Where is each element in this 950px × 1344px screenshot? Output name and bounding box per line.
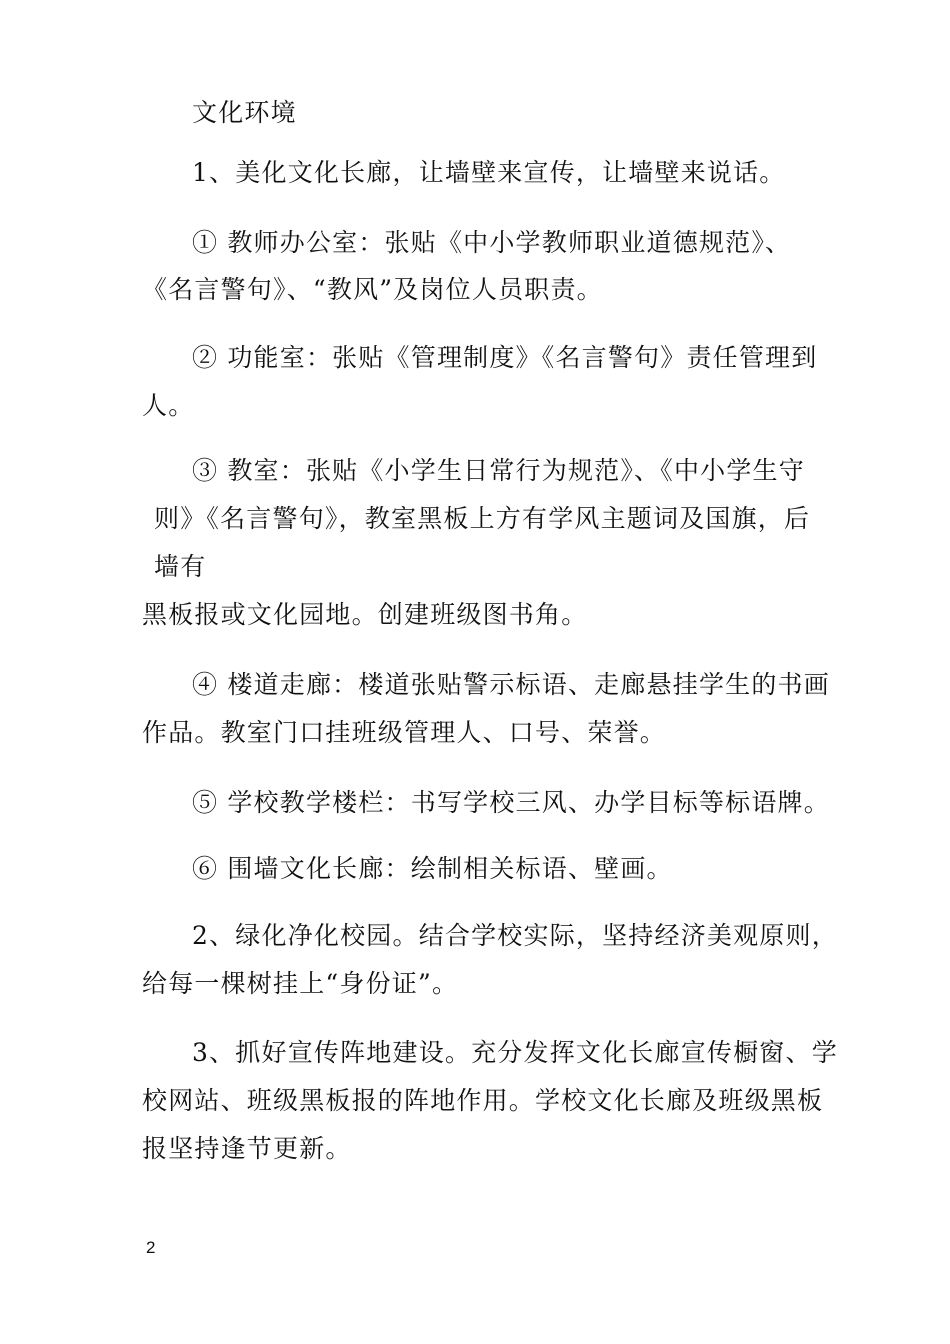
paragraph-line: 《名言警句》、“教风”及岗位人员职责。 [142,275,603,304]
paragraph-line: 人。 [142,391,195,420]
paragraph-line: 1、美化文化长廊，让墙壁来宣传，让墙壁来说话。 [192,158,786,187]
paragraph-line: ⑥ 围墙文化长廊：绘制相关标语、壁画。 [192,854,673,883]
paragraph-line: ④ 楼道走廊：楼道张贴警示标语、走廊悬挂学生的书画 [192,670,830,699]
paragraph-line: ① 教师办公室：张贴《中小学教师职业道德规范》、 [192,228,792,257]
paragraph-line: ③ 教室：张贴《小学生日常行为规范》、《中小学生守 [192,456,805,485]
paragraph-line: 给每一棵树挂上“身份证”。 [142,969,459,998]
paragraph-line: 则》《名言警句》，教室黑板上方有学风主题词及国旗，后 [154,504,811,533]
paragraph-line: 2、绿化净化校园。结合学校实际，坚持经济美观原则， [192,921,838,950]
paragraph-line: 墙有 [154,552,207,581]
page-number: 2 [146,1238,156,1257]
paragraph-line: 作品。教室门口挂班级管理人、口号、荣誉。 [142,718,667,747]
paragraph-line: 报坚持逢节更新。 [142,1134,352,1163]
paragraph-line: 黑板报或文化园地。创建班级图书角。 [142,600,588,629]
section-heading: 文化环境 [192,98,297,127]
paragraph-line: 校网站、班级黑板报的阵地作用。学校文化长廊及班级黑板 [142,1086,824,1115]
paragraph-line: ② 功能室：张贴《管理制度》《名言警句》责任管理到 [192,343,818,372]
paragraph-line: ⑤ 学校教学楼栏：书写学校三风、办学目标等标语牌。 [192,788,830,817]
paragraph-line: 3、抓好宣传阵地建设。充分发挥文化长廊宣传橱窗、学 [192,1038,838,1067]
